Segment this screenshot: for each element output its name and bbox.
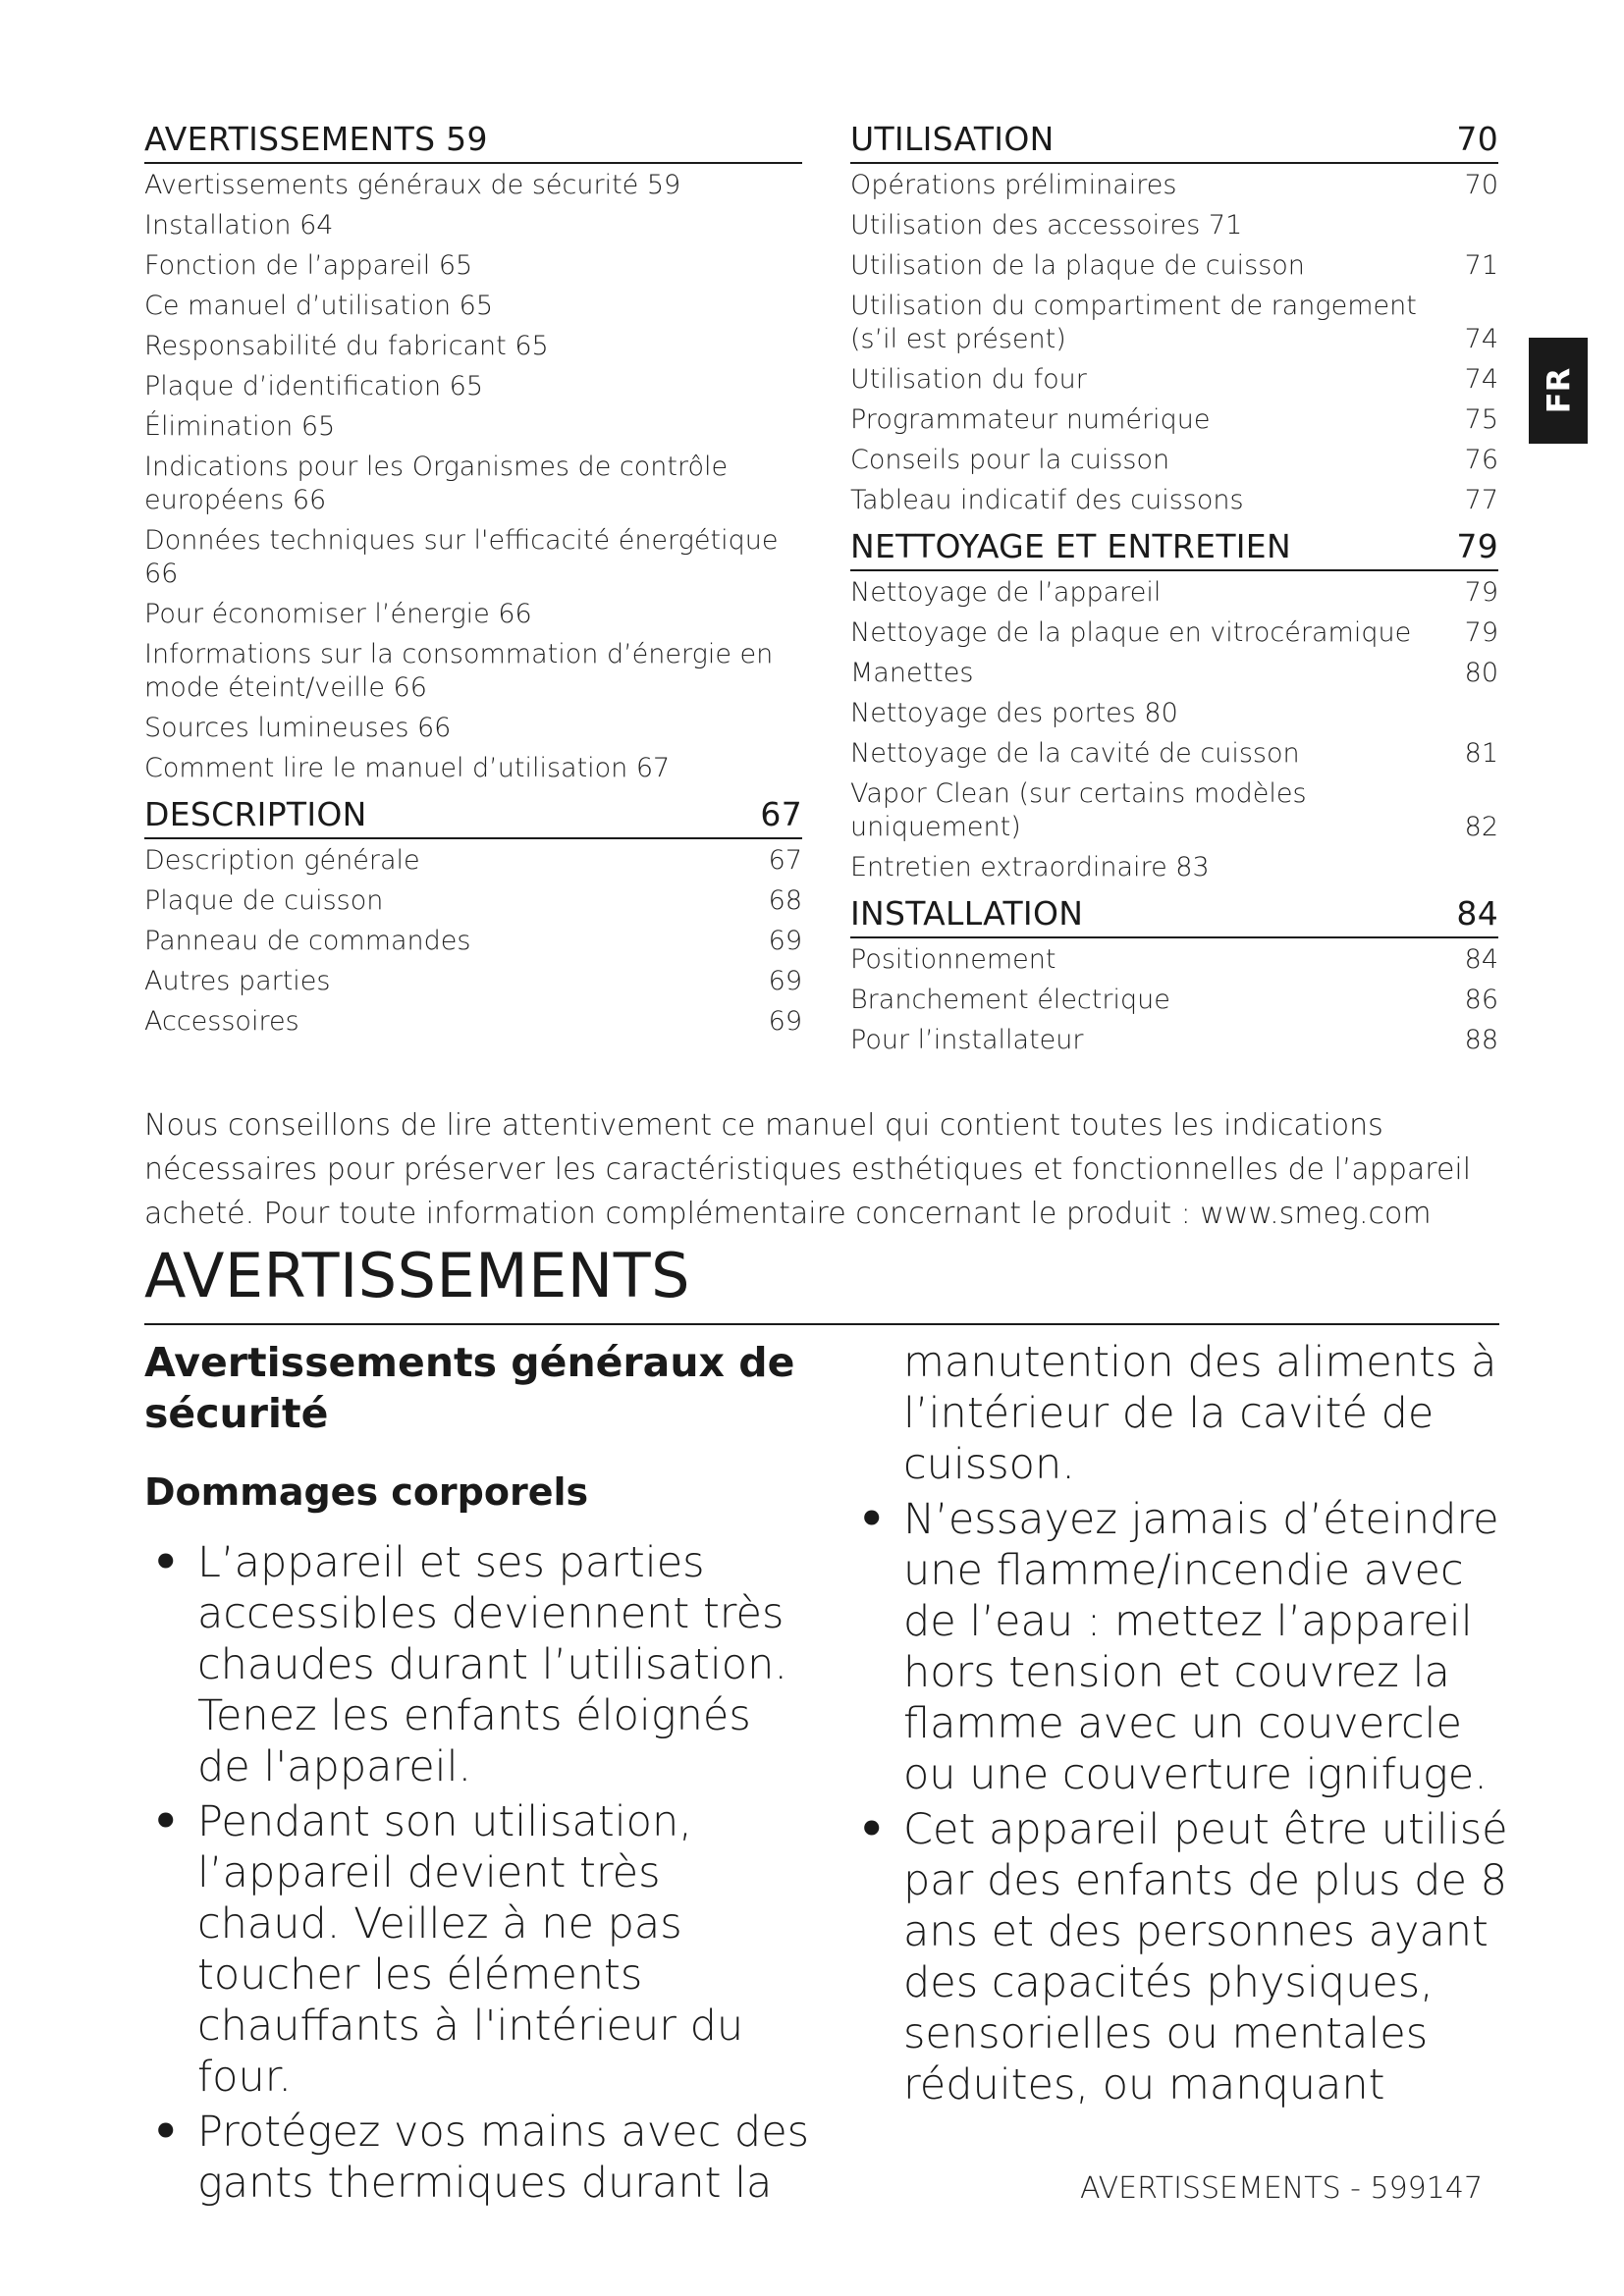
section-title: AVERTISSEMENTS xyxy=(144,1239,1499,1325)
list-item: • N’essayez jamais d’éteindre une flamme/incendie avec de l’eau : mettez l’appareil hors tension et couvrez la flamme avec un couvercle ou une couverture ignifuge. xyxy=(850,1494,1518,1800)
subheading: Dommages corporels xyxy=(144,1470,589,1514)
intro-paragraph: Nous conseillons de lire attentivement ce manuel qui contient toutes les indications nécessaires pour préserver les caractéristiques esthétiques et fonctionnelles de l’appareil acheté. Pour toute information complémentaire concernant le produit : www.smeg.com xyxy=(144,1108,1472,1231)
right-text-column xyxy=(850,1337,1518,2114)
toc-item[interactable]: Vapor Clean (sur certains modèles uniquement) 82 xyxy=(850,778,1498,842)
toc-item[interactable]: Avertissements généraux de sécurité 59 xyxy=(144,170,681,200)
toc-section-utilisation xyxy=(850,120,1498,517)
toc-section-avertissements xyxy=(144,120,802,785)
page-footer: AVERTISSEMENTS - 599147 xyxy=(1080,2171,1484,2206)
list-item: • L’appareil et ses parties accessibles deviennent très chaudes durant l’utilisation. Tenez les enfants éloignés de l'appareil. xyxy=(144,1537,812,1792)
list-item: • Cet appareil peut être utilisé par des enfants de plus de 8 ans et des personnes ayant des capacités physiques, sensorielles ou mentales réduites, ou manquant xyxy=(850,1804,1518,2110)
toc-item[interactable]: Plaque d’identification 65 xyxy=(144,371,484,401)
toc-section-heading[interactable]: AVERTISSEMENTS 59 xyxy=(144,120,802,164)
toc-item[interactable]: Branchement électrique 86 xyxy=(850,985,1498,1015)
toc-section-heading[interactable]: UTILISATION 70 xyxy=(850,120,1498,164)
toc-item[interactable]: Tableau indicatif des cuissons 77 xyxy=(850,485,1498,515)
toc-item[interactable]: Entretien extraordinaire 83 xyxy=(850,852,1210,882)
toc-item[interactable]: Conseils pour la cuisson 76 xyxy=(850,445,1498,475)
language-tab-label: FR xyxy=(1540,367,1577,414)
toc-item[interactable]: Fonction de l’appareil 65 xyxy=(144,250,473,281)
toc-item[interactable]: Responsabilité du fabricant 65 xyxy=(144,331,549,361)
toc-item[interactable]: Pour l’installateur 88 xyxy=(850,1025,1498,1055)
toc-item[interactable]: Accessoires 69 xyxy=(144,1006,802,1037)
toc-item[interactable]: Nettoyage de la cavité de cuisson 81 xyxy=(850,738,1498,769)
toc-item[interactable]: Utilisation de la plaque de cuisson 71 xyxy=(850,250,1498,281)
toc-item[interactable]: Informations sur la consommation d’énergie en mode éteint/veille 66 xyxy=(144,639,774,703)
continued-text: manutention des aliments à l’intérieur de la cavité de cuisson. xyxy=(903,1338,1497,1489)
toc-item[interactable]: Utilisation du four 74 xyxy=(850,364,1498,395)
toc-item[interactable]: Panneau de commandes 69 xyxy=(144,926,802,956)
toc-item[interactable]: Nettoyage des portes 80 xyxy=(850,698,1178,728)
list-item: • Pendant son utilisation, l’appareil devient très chaud. Veillez à ne pas toucher les éléments chauffants à l'intérieur du four. xyxy=(144,1796,812,2103)
left-text-column xyxy=(144,1337,812,2213)
toc-item[interactable]: Programmateur numérique 75 xyxy=(850,404,1498,435)
toc-item[interactable]: Opérations préliminaires 70 xyxy=(850,170,1498,200)
toc-item[interactable]: Description générale 67 xyxy=(144,845,802,876)
toc-item[interactable]: Utilisation du compartiment de rangement (s’il est présent) 74 xyxy=(850,291,1498,354)
toc-item[interactable]: Autres parties 69 xyxy=(144,966,802,996)
toc-item[interactable]: Données techniques sur l'efficacité énergétique 66 xyxy=(144,525,779,589)
toc-item[interactable]: Positionnement 84 xyxy=(850,944,1498,975)
toc-item[interactable]: Manettes 80 xyxy=(850,658,1498,688)
warning-list xyxy=(850,1494,1518,2110)
toc-item[interactable]: Élimination 65 xyxy=(144,411,336,442)
toc-section-heading[interactable]: NETTOYAGE ET ENTRETIEN 79 xyxy=(850,527,1498,571)
toc-section-nettoyage xyxy=(850,527,1498,884)
toc-item[interactable]: Plaque de cuisson 68 xyxy=(144,885,802,916)
toc-item[interactable]: Pour économiser l’énergie 66 xyxy=(144,599,532,629)
toc-left-column xyxy=(144,120,802,1048)
toc-item[interactable]: Installation 64 xyxy=(144,210,334,240)
toc-item[interactable]: Ce manuel d’utilisation 65 xyxy=(144,291,494,321)
warning-list xyxy=(144,1537,812,2209)
toc-right-column xyxy=(850,120,1498,1067)
toc-section-heading[interactable]: DESCRIPTION 67 xyxy=(144,795,802,839)
list-item: • Protégez vos mains avec des gants thermiques durant la xyxy=(144,2107,812,2209)
toc-item[interactable]: Indications pour les Organismes de contrôle européens 66 xyxy=(144,452,729,515)
toc-item[interactable]: Utilisation des accessoires 71 xyxy=(850,210,1243,240)
toc-section-installation xyxy=(850,894,1498,1057)
toc-item[interactable]: Comment lire le manuel d’utilisation 67 xyxy=(144,753,671,783)
toc-section-heading[interactable]: INSTALLATION 84 xyxy=(850,894,1498,938)
subsection-title: Avertissements généraux de sécurité xyxy=(144,1339,795,1437)
toc-item[interactable]: Sources lumineuses 66 xyxy=(144,713,452,743)
toc-section-description xyxy=(144,795,802,1039)
language-tab xyxy=(1529,338,1588,444)
toc-item[interactable]: Nettoyage de la plaque en vitrocéramique 79 xyxy=(850,617,1498,648)
toc-item[interactable]: Nettoyage de l’appareil 79 xyxy=(850,577,1498,608)
